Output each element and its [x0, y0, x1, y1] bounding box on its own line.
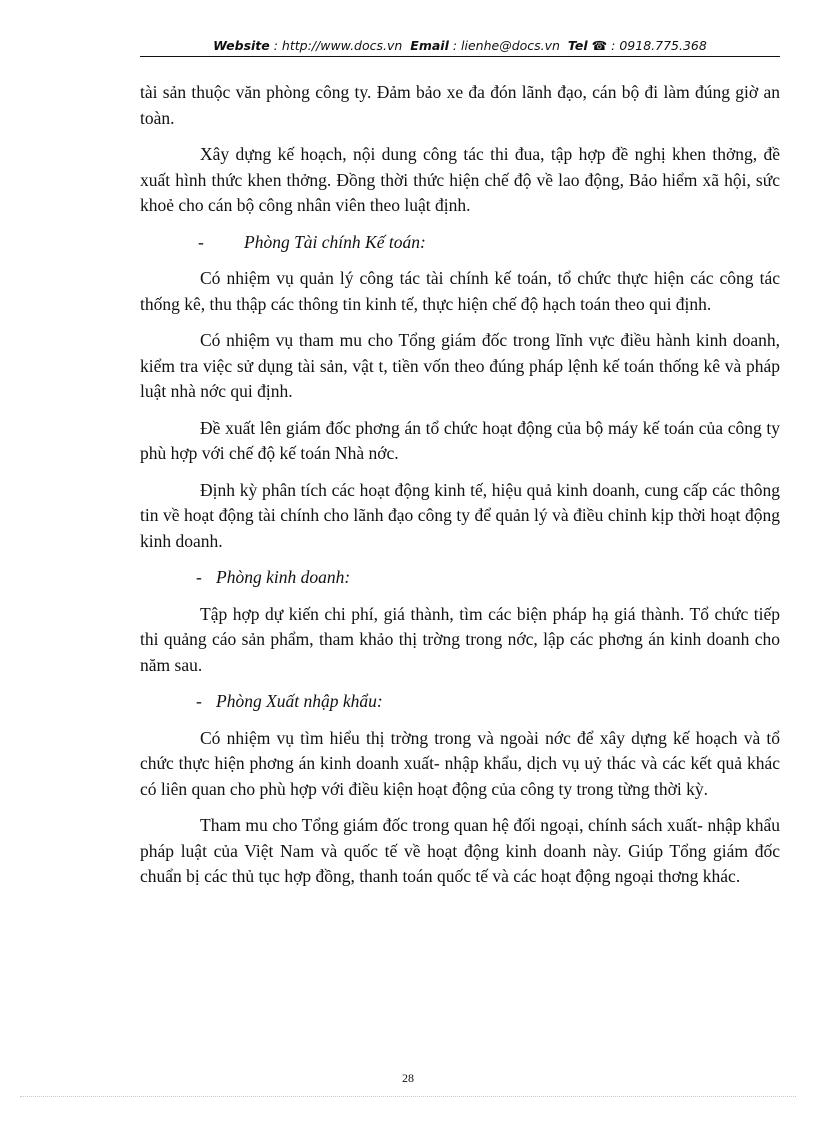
heading-dash: - [196, 691, 202, 711]
section-heading-business [140, 565, 780, 591]
website-label: Website [213, 38, 270, 53]
tel-separator: : [607, 38, 620, 53]
heading-dash: - [198, 231, 204, 252]
section-heading-import-export [140, 689, 780, 715]
email-separator: : [448, 38, 462, 53]
heading-text: Phòng Xuất nhập khẩu: [216, 691, 383, 711]
website-separator: : [269, 38, 282, 53]
page-header [140, 38, 780, 57]
heading-text: Phòng Tài chính Kế toán: [244, 231, 426, 252]
paragraph: tài sản thuộc văn phòng công ty. Đảm bảo xe đa đón lãnh đạo, cán bộ đi làm đúng giờ an toàn. [140, 82, 780, 128]
tel-label: Tel [567, 38, 588, 53]
paragraph: Xây dựng kế hoạch, nội dung công tác thi đua, tập hợp đề nghị khen thởng, đề xuất hình thức khen thởng. Đồng thời thức hiện chế độ về lao động, Bảo hiểm xã hội, sức khoẻ cho cán bộ công nhân viên theo luật định. [140, 144, 780, 215]
heading-dash: - [196, 567, 202, 587]
email-label: Email [410, 38, 449, 53]
paragraph: Có nhiệm vụ tham mu cho Tổng giám đốc trong lĩnh vực điều hành kinh doanh, kiểm tra việc sử dụng tài sản, vật t, tiền vốn theo đúng pháp lệnh kế toán thống kê và pháp luật nhà nớc qui định. [140, 330, 780, 401]
paragraph: Đề xuất lên giám đốc phơng án tổ chức hoạt động của bộ máy kế toán của công ty phù hợp với chế độ kế toán Nhà nớc. [140, 417, 780, 463]
paragraph: Tham mu cho Tổng giám đốc trong quan hệ đối ngoại, chính sách xuất- nhập khẩu pháp luật của Việt Nam và quốc tế về hoạt động kinh doanh này. Giúp Tổng giám đốc chuẩn bị các thủ tục hợp đồng, thanh toán quốc tế và các hoạt động ngoại thơng khác. [140, 815, 780, 886]
section-heading-finance [140, 230, 780, 256]
tel-value: 0918.775.368 [619, 38, 707, 53]
footer-divider [20, 1096, 796, 1097]
website-link[interactable]: http://www.docs.vn [281, 38, 403, 53]
page-number: 28 [402, 1071, 414, 1085]
heading-text: Phòng kinh doanh: [216, 567, 351, 587]
paragraph: Có nhiệm vụ tìm hiểu thị trờng trong và ngoài nớc để xây dựng kế hoạch và tổ chức thực hiện phơng án kinh doanh xuất- nhập khẩu, dịch vụ uỷ thác và các kết quả khác có liên quan cho phù hợp với điều kiện hoạt động của công ty trong từng thời kỳ. [140, 727, 780, 799]
paragraph: Có nhiệm vụ quản lý công tác tài chính kế toán, tổ chức thực hiện các công tác thống kê, thu thập các thông tin kinh tế, thực hiện chế độ hạch toán theo qui định. [140, 268, 780, 314]
paragraph: Định kỳ phân tích các hoạt động kinh tế, hiệu quả kinh doanh, cung cấp các thông tin về hoạt động tài chính cho lãnh đạo công ty để quản lý và điều chỉnh kịp thời hoạt động kinh doanh. [140, 479, 780, 551]
document-body [140, 80, 780, 890]
email-link[interactable]: lienhe@docs.vn [461, 38, 560, 53]
paragraph: Tập hợp dự kiến chi phí, giá thành, tìm các biện pháp hạ giá thành. Tổ chức tiếp thi quảng cáo sản phẩm, tham khảo thị trờng trong nớc, lập các phơng án kinh doanh cho năm sau. [140, 603, 780, 675]
phone-icon: ☎ [591, 38, 608, 53]
